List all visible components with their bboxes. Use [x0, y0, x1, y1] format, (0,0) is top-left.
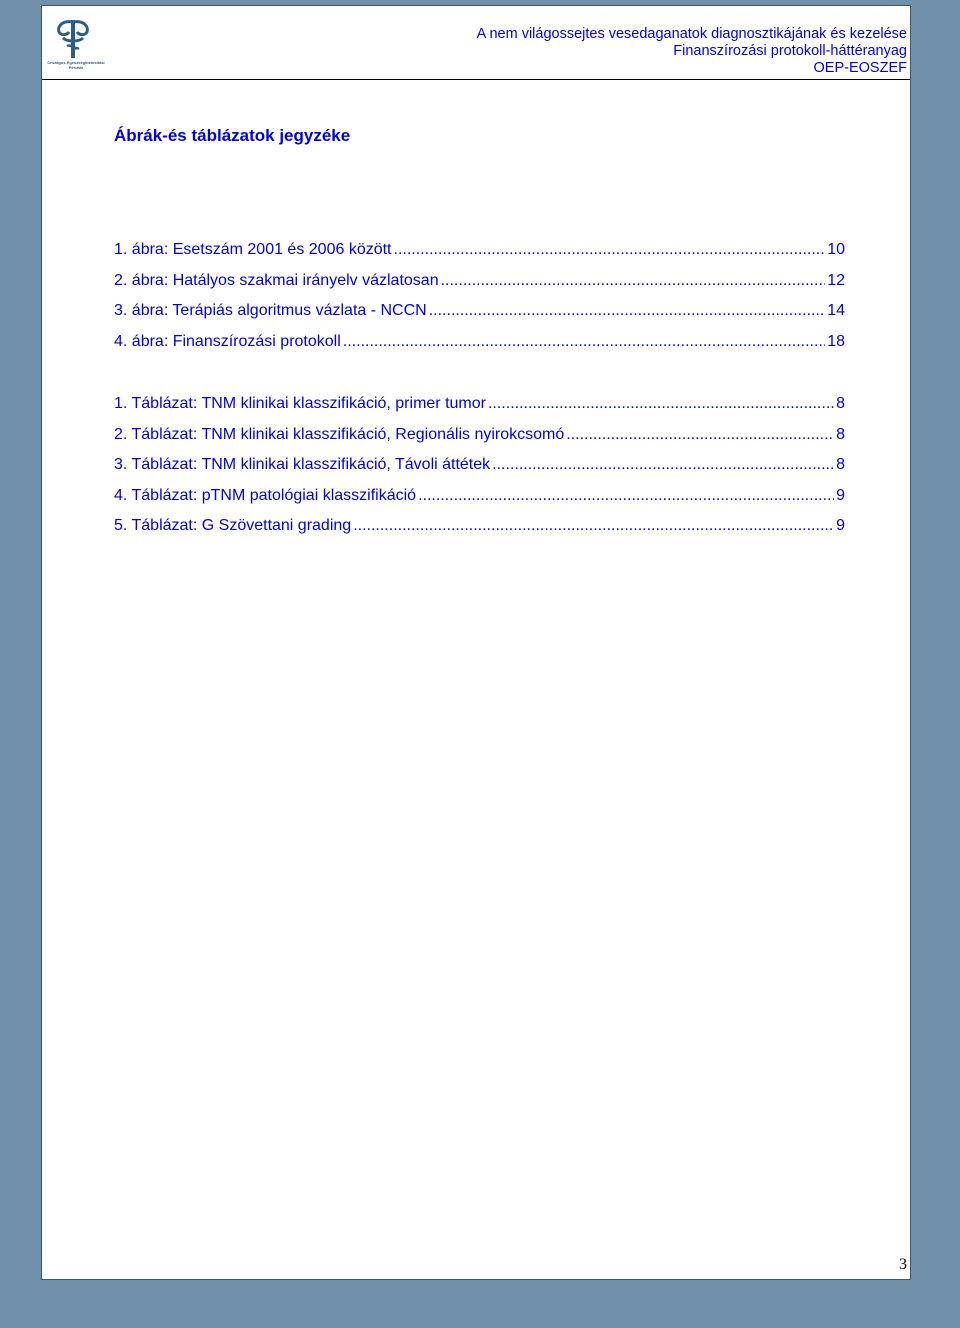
toc-entry-label: 1. ábra: Esetszám 2001 és 2006 között — [114, 241, 392, 258]
dot-leader — [394, 235, 826, 266]
dot-leader — [343, 327, 825, 358]
toc-entry-page: 8 — [836, 456, 845, 474]
toc-entry-page: 8 — [836, 395, 845, 412]
toc-entry-page: 9 — [836, 486, 845, 504]
toc-entry-label: 4. Táblázat: pTNM patológiai klasszifikáció — [114, 486, 417, 504]
dot-leader — [488, 389, 834, 420]
header-divider — [42, 79, 910, 80]
toc-entry-page: 9 — [836, 517, 845, 535]
toc-entry[interactable] — [114, 389, 845, 420]
header-subtitle: Finanszírozási protokoll-háttéranyag — [673, 43, 907, 59]
toc-entry-page: 10 — [827, 241, 845, 258]
dot-leader — [353, 511, 834, 542]
toc-entry-label: 1. Táblázat: TNM klinikai klasszifikáció, primer tumor — [114, 395, 486, 412]
toc-entry[interactable] — [114, 235, 845, 266]
dot-leader — [441, 266, 826, 297]
toc-entry[interactable] — [114, 450, 845, 481]
caduceus-logo-icon — [45, 16, 105, 72]
toc-entry[interactable] — [114, 266, 845, 297]
page-number: 3 — [899, 1256, 907, 1273]
toc-entry[interactable] — [114, 327, 845, 358]
toc-entry-label: 3. ábra: Terápiás algoritmus vázlata - NCCN — [114, 302, 427, 320]
toc-entry-page: 18 — [827, 332, 845, 350]
toc-entry-page: 8 — [836, 425, 845, 443]
header-organization: OEP-EOSZEF — [813, 60, 907, 76]
toc-entry-label: 2. Táblázat: TNM klinikai klasszifikáció, Regionális nyirokcsomó — [114, 425, 565, 443]
toc-entry[interactable] — [114, 511, 845, 542]
tables-list — [114, 389, 845, 542]
toc-entry-page: 14 — [827, 302, 845, 320]
toc-entry-page: 12 — [827, 271, 845, 289]
header-title: A nem világossejtes vesedaganatok diagnosztikájának és kezelése — [476, 26, 907, 42]
document-page — [41, 5, 911, 1280]
dot-leader — [418, 481, 834, 512]
toc-entry-label: 4. ábra: Finanszírozási protokoll — [114, 332, 341, 350]
logo-text: Országos Egészségbiztosítási Pénztár — [47, 60, 105, 70]
dot-leader — [429, 296, 825, 327]
toc-entry[interactable] — [114, 420, 845, 451]
dot-leader — [566, 420, 834, 451]
toc-entry-label: 2. ábra: Hatályos szakmai irányelv vázlatosan — [114, 271, 439, 289]
toc-entry-label: 5. Táblázat: G Szövettani grading — [114, 517, 352, 535]
running-header — [477, 26, 907, 77]
figures-list — [114, 235, 845, 357]
toc-entry-label: 3. Táblázat: TNM klinikai klasszifikáció, Távoli áttétek — [114, 456, 491, 474]
toc-entry[interactable] — [114, 296, 845, 327]
toc-entry[interactable] — [114, 481, 845, 512]
dot-leader — [492, 450, 834, 481]
page-title: Ábrák-és táblázatok jegyzéke — [114, 126, 351, 145]
